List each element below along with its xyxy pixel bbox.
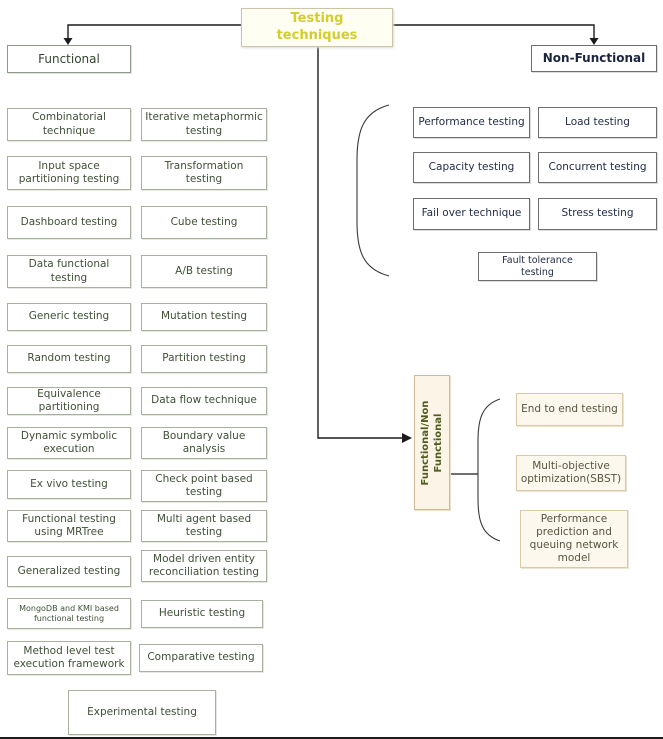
brace-non-functional <box>357 105 389 276</box>
node-label: Generalized testing <box>17 564 121 577</box>
node-functional-header <box>7 45 131 73</box>
node-equivalence-partitioning <box>7 387 131 415</box>
node-non-functional-header <box>531 45 657 72</box>
node-label: Stress testing <box>561 207 634 220</box>
node-label: Model driven entity reconciliation testing <box>148 552 260 578</box>
node-comparative-testing <box>139 644 263 672</box>
node-iterative-metaphormic-testing <box>141 108 267 141</box>
node-input-space-partitioning-testing <box>7 156 131 190</box>
node-label: Data functional testing <box>28 258 110 284</box>
node-model-driven-entity-reconciliation-testing <box>141 550 267 582</box>
node-label: Functional testing using MRTree <box>22 512 116 538</box>
node-label: Load testing <box>565 115 630 128</box>
node-label: Generic testing <box>28 310 110 323</box>
node-generalized-testing <box>7 556 131 587</box>
arrow-hybrid <box>402 433 412 443</box>
node-combinatorial-technique <box>7 108 131 141</box>
node-label: Ex vivo testing <box>30 477 108 490</box>
node-generic-testing <box>7 303 131 331</box>
node-label: Check point based testing <box>155 472 253 498</box>
node-mutation-testing <box>141 303 267 331</box>
node-label: Functional/Non Functional <box>420 400 444 485</box>
node-label: Dynamic symbolic execution <box>20 429 118 455</box>
node-transformation-testing <box>141 156 267 190</box>
node-dynamic-symbolic-execution <box>7 427 131 459</box>
node-performance-prediction-queuing-network-model <box>520 510 628 568</box>
node-label: Heuristic testing <box>158 607 246 620</box>
node-multi-agent-based-testing <box>141 510 267 542</box>
node-label: MongoDB and KMI based functional testing <box>19 603 119 623</box>
node-fault-tolerance-testing <box>478 252 597 281</box>
node-random-testing <box>7 345 131 373</box>
node-label: Performance prediction and queuing network model <box>529 512 619 565</box>
node-label: Fault tolerance testing <box>502 254 573 278</box>
connector-title-to-hybrid <box>318 47 402 438</box>
node-method-level-test-execution-framework <box>7 641 131 675</box>
connector-title-to-non-functional <box>393 25 594 39</box>
node-label: Capacity testing <box>428 160 515 173</box>
node-label: Data flow technique <box>151 394 257 407</box>
node-label: Experimental testing <box>87 705 197 718</box>
node-functional-testing-using-mrtree <box>7 510 131 542</box>
node-label: Transformation testing <box>164 159 244 185</box>
node-label: Multi-objective optimization(SBST) <box>520 459 622 485</box>
node-label: Fail over technique <box>421 207 522 220</box>
node-concurrent-testing <box>538 152 657 183</box>
node-label: Concurrent testing <box>548 160 647 173</box>
node-ab-testing <box>141 255 267 288</box>
node-heuristic-testing <box>141 600 263 628</box>
node-label: Partition testing <box>162 352 246 365</box>
connector-title-to-functional <box>68 25 241 39</box>
node-label: Equivalence partitioning <box>37 387 101 413</box>
node-label: Input space partitioning testing <box>18 159 120 185</box>
diagram-title: Testing techniques <box>276 11 358 43</box>
node-label: Performance testing <box>418 115 525 128</box>
arrow-non-functional <box>590 38 599 45</box>
node-label: Random testing <box>27 352 111 365</box>
node-label: End to end testing <box>521 402 618 415</box>
node-data-flow-technique <box>141 387 267 415</box>
node-label: Iterative metaphormic testing <box>145 111 263 137</box>
node-label: Comparative testing <box>147 651 255 664</box>
node-boundary-value-analysis <box>141 427 267 459</box>
node-load-testing <box>538 107 657 138</box>
node-label: Dashboard testing <box>20 215 118 228</box>
node-partition-testing <box>141 345 267 373</box>
brace-hybrid <box>478 399 500 541</box>
node-label: Combinatorial technique <box>32 111 106 137</box>
node-end-to-end-testing <box>516 393 623 426</box>
node-label: Multi agent based testing <box>156 512 252 538</box>
node-fail-over-technique <box>413 198 530 230</box>
node-capacity-testing <box>413 152 530 183</box>
node-label: Mutation testing <box>160 310 248 323</box>
node-mongodb-kmi-functional-testing <box>7 598 131 629</box>
node-testing-techniques <box>241 8 393 47</box>
node-functional-non-functional <box>414 375 450 510</box>
node-label: Cube testing <box>170 215 238 228</box>
node-data-functional-testing <box>7 255 131 288</box>
hybrid-label <box>419 397 445 489</box>
arrow-functional <box>64 38 73 45</box>
non-functional-header-label: Non-Functional <box>542 51 646 65</box>
node-experimental-testing <box>68 690 216 735</box>
node-dashboard-testing <box>7 206 131 239</box>
node-label: A/B testing <box>175 264 233 277</box>
node-ex-vivo-testing <box>7 470 131 499</box>
node-performance-testing <box>413 107 530 138</box>
node-label: Boundary value analysis <box>162 429 246 455</box>
node-label: Method level test execution framework <box>13 644 125 670</box>
node-cube-testing <box>141 206 267 239</box>
functional-header-label: Functional <box>38 51 100 66</box>
node-check-point-based-testing <box>141 470 267 502</box>
node-stress-testing <box>538 198 657 230</box>
node-multi-objective-optimization-sbst <box>516 455 626 491</box>
